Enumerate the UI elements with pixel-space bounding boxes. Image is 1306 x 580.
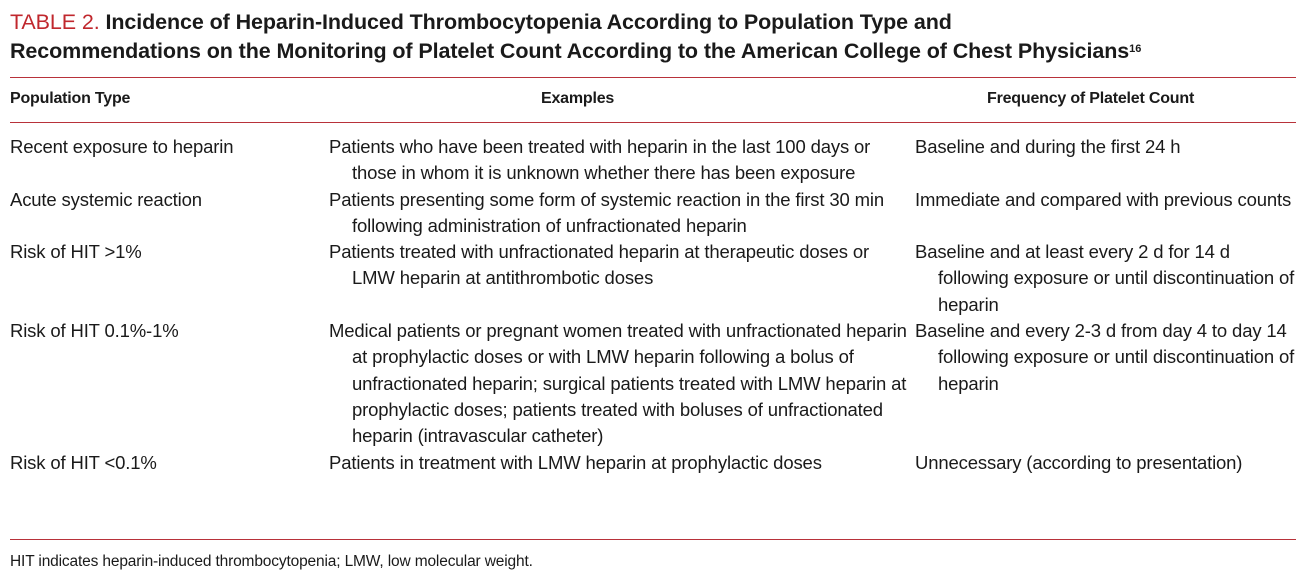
cell-examples <box>329 318 915 449</box>
table-title-line-1: Incidence of Heparin-Induced Thrombocytopenia According to Population Type and <box>105 10 952 34</box>
table-label: TABLE 2. <box>10 10 100 34</box>
table-row <box>10 318 1296 449</box>
cell-population: Acute systemic reaction <box>10 188 202 210</box>
header-rule <box>10 122 1296 123</box>
cell-examples-text: Medical patients or pregnant women treated with unfractionated heparin at prophylactic doses or with LMW heparin following a bolus of unfractionated heparin; surgical patients treated with LMW heparin at prophylactic doses; patients treated with boluses of unfractionated heparin (intravascular catheter) <box>329 320 907 447</box>
cell-examples-text: Patients in treatment with LMW heparin at prophylactic doses <box>329 451 822 473</box>
cell-examples <box>329 187 915 240</box>
cell-examples-text: Patients treated with unfractionated heparin at therapeutic doses or LMW heparin at antithrombotic doses <box>329 241 870 289</box>
cell-frequency-text: Unnecessary (according to presentation) <box>915 451 1243 473</box>
cell-examples <box>329 450 915 476</box>
header-frequency: Frequency of Platelet Count <box>987 90 1195 107</box>
cell-population: Risk of HIT <0.1% <box>10 451 157 473</box>
cell-population: Risk of HIT >1% <box>10 241 142 263</box>
table-row <box>10 134 1296 187</box>
table-title-line-2: Recommendations on the Monitoring of Platelet Count According to the American College of Chest Physicians <box>10 39 1130 63</box>
cell-frequency <box>915 318 1296 449</box>
table-body <box>10 134 1296 476</box>
top-rule <box>10 77 1296 78</box>
bottom-rule <box>10 539 1296 540</box>
cell-population: Recent exposure to heparin <box>10 136 234 157</box>
cell-examples <box>329 134 915 187</box>
title-reference: 16 <box>1129 43 1142 55</box>
cell-frequency-text: Baseline and at least every 2 d for 14 d following exposure or until discontinuation of heparin <box>915 241 1295 315</box>
table-row <box>10 187 1296 240</box>
table-row <box>10 450 1296 476</box>
table-title <box>10 8 1296 66</box>
cell-frequency <box>915 239 1296 318</box>
cell-examples-text: Patients who have been treated with heparin in the last 100 days or those in whom it is unknown whether there has been exposure <box>329 136 871 184</box>
cell-frequency-text: Baseline and during the first 24 h <box>915 136 1181 157</box>
cell-examples <box>329 239 915 318</box>
cell-population: Risk of HIT 0.1%-1% <box>10 320 179 342</box>
cell-examples-text: Patients presenting some form of systemic reaction in the first 30 min following administration of unfractionated heparin <box>329 188 885 236</box>
header-population-type: Population Type <box>10 90 131 107</box>
table-row <box>10 239 1296 318</box>
cell-frequency <box>915 187 1296 240</box>
table-figure <box>10 8 1296 570</box>
header-examples: Examples <box>541 90 615 107</box>
cell-frequency-text: Immediate and compared with previous counts <box>915 188 1292 210</box>
cell-frequency-text: Baseline and every 2-3 d from day 4 to day 14 following exposure or until discontinuation of heparin <box>915 320 1295 394</box>
table-footnote: HIT indicates heparin-induced thrombocytopenia; LMW, low molecular weight. <box>10 553 533 570</box>
cell-frequency <box>915 134 1296 187</box>
cell-frequency <box>915 450 1296 476</box>
